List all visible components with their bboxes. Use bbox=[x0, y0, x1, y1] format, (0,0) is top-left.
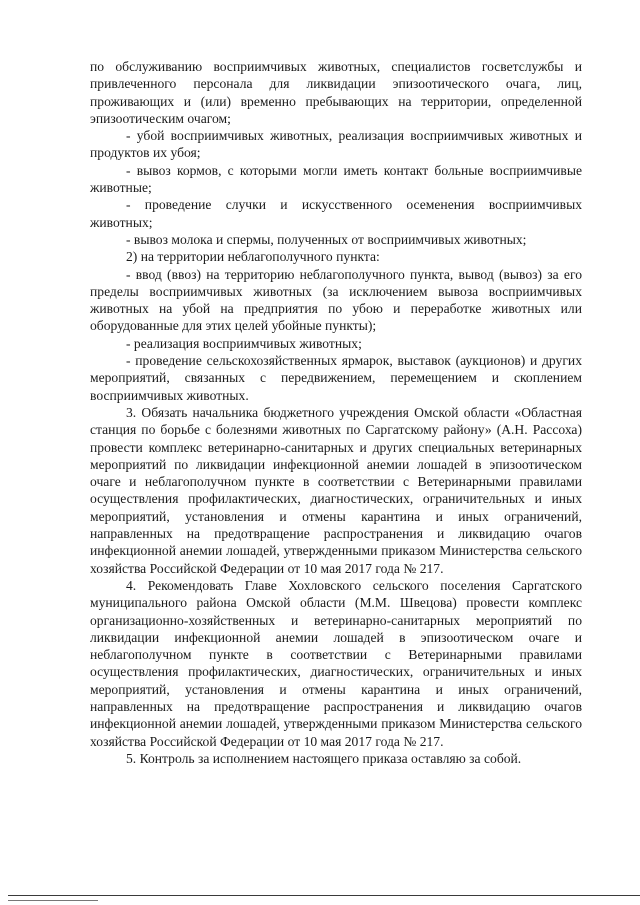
paragraph: - проведение случки и искусственного осеменения восприимчивых животных; bbox=[90, 197, 582, 230]
scan-edge-line bbox=[8, 895, 640, 896]
paragraph: - вывоз молока и спермы, полученных от восприимчивых животных; bbox=[126, 231, 527, 247]
paragraph: 2) на территории неблагополучного пункта: bbox=[126, 249, 380, 265]
paragraph: 4. Рекомендовать Главе Хохловского сельского поселения Саргатского муниципального района Омской области (М.М. Швецова) провести комплекс организационно-хозяйственных и ветеринарно-санитарных мероприятий по ликвидации инфекционной анемии лошадей в эпизоотическом очаге и неблагополучном пункте в соответствии с Ветеринарными правилами осуществления профилактических, диагностических, ограничительных и иных мероприятий, установления и отмены карантина и иных ограничений, направленных на предотвращение распространения и ликвидацию очагов инфекционной анемии лошадей, утвержденными приказом Министерства сельского хозяйства Российской Федерации от 10 мая 2017 года № 217. bbox=[90, 577, 582, 749]
paragraph: - ввод (ввоз) на территорию неблагополучного пункта, вывод (вывоз) за его пределы восприимчивых животных (за исключением вывоза восприимчивых животных на убой на предприятия по убою и переработке животных или оборудованные для этих целей убойные пункты); bbox=[90, 266, 582, 334]
document-page bbox=[90, 58, 582, 767]
paragraph: 3. Обязать начальника бюджетного учреждения Омской области «Областная станция по борьбе с болезнями животных по Саргатскому району» (А.Н. Рассоха) провести комплекс ветеринарно-санитарных и других специальных ветеринарных мероприятий по ликвидации инфекционной анемии лошадей в эпизоотическом очаге и неблагополучном пункте в соответствии с Ветеринарными правилами осуществления профилактических, диагностических, ограничительных и иных мероприятий, установления и отмены карантина и иных ограничений, направленных на предотвращение распространения и ликвидацию очагов инфекционной анемии лошадей, утвержденными приказом Министерства сельского хозяйства Российской Федерации от 10 мая 2017 года № 217. bbox=[90, 404, 582, 576]
paragraph: - вывоз кормов, с которыми могли иметь контакт больные восприимчивые животные; bbox=[90, 162, 582, 196]
paragraph: по обслуживанию восприимчивых животных, специалистов госветслужбы и привлеченного персонала для ликвидации эпизоотического очага, лиц, проживающих и (или) временно пребывающих на территории, определенной эпизоотическим очагом; bbox=[90, 59, 582, 126]
paragraph: 5. Контроль за исполнением настоящего приказа оставляю за собой. bbox=[126, 750, 522, 766]
scan-edge-line bbox=[8, 900, 98, 901]
paragraph: - убой восприимчивых животных, реализация восприимчивых животных и продуктов их убоя; bbox=[90, 128, 582, 161]
paragraph: - проведение сельскохозяйственных ярмарок, выставок (аукционов) и других мероприятий, связанных с передвижением, перемещением и скоплением восприимчивых животных. bbox=[90, 353, 582, 403]
paragraph: - реализация восприимчивых животных; bbox=[126, 335, 362, 351]
